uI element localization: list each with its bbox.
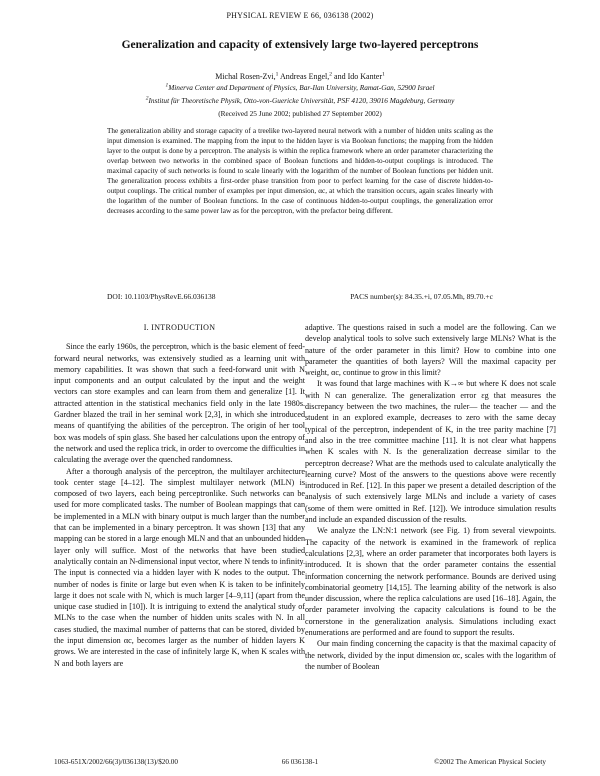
paragraph: Our main finding concerning the capacity is that the maximal capacity of the network, divided by the input dimension αc, scales with the logarithm of the number of Boolean <box>305 639 556 671</box>
received-date: (Received 25 June 2002; published 27 September 2002) <box>218 109 382 118</box>
author-name: Michal Rosen-Zvi, <box>215 72 276 81</box>
affiliation-mark: 1 <box>275 71 279 78</box>
section-heading: I. INTRODUCTION <box>143 323 216 332</box>
paragraph: It was found that large machines with K→∞ but where K does not scale with N can generalize. The generalization error εg that measures the discrepancy between the two machines, the ruler— the teacher — and the student in an explored example, decreases to zero with the same decay typical of the perceptron, independent of K, in the tree parity machine [7] and also in the tree committee machine [11]. It is not clear what happens when K scales with N. Is the generalization decrease similar to the perceptron decrease? What are the methods used to calculate analytically the learning curve? Most of the answers to the questions above were recently introduced in Ref. [12]. In this paper we present a detailed description of the analysis of such extensively large MLNs and include a variety of cases (some of them were omitted in Ref. [12]). We introduce simulation results and include an expanded discussion of the results. <box>305 379 556 525</box>
author-list <box>40 72 560 81</box>
footer-copyright: ©2002 The American Physical Society <box>434 758 546 766</box>
left-column <box>54 322 305 669</box>
affiliation-2 <box>40 96 560 105</box>
footer-page-number: 66 036138-1 <box>281 758 319 766</box>
pacs-numbers: PACS number(s): 84.35.+i, 07.05.Mh, 89.70.+c <box>350 292 493 301</box>
footer-issn: 1063-651X/2002/66(3)/036138(13)/$20.00 <box>54 758 178 766</box>
paragraph: adaptive. The questions raised in such a model are the following. Can we develop analytical tools to solve such extensively large MLNs? What is the nature of the order parameter in this limit? How to combine into one parameter the quantities of both layers? Will the maximal capacity per weight, αc, continue to grow in this limit? <box>305 323 556 378</box>
right-column <box>305 322 556 672</box>
affiliation-text: Institut für Theoretische Physik, Otto-von-Guericke Universität, PSF 4120, 39016 Magdeburg, Germany <box>148 96 455 105</box>
paragraph: Since the early 1960s, the perceptron, which is the basic element of feed-forward neural networks, was extensively studied as a learning unit with memory capabilities. It was shown that such a feed-forward unit with N input components and an output calculated by the input and the weight vectors can store examples and can learn from them and generalize [1]. It attracted attention in the statistical mechanics field only in the late 1980s. Gardner blazed the trail in her seminal work [2,3], in which she introduced means of quantifying the abilities of the perceptron. The origin of her tool box was models of spin glass. She based her calculations upon the entropy of the network and used the replica trick, in order to overcome the difficulties in calculating the average over the quenched randomness. <box>54 342 305 465</box>
affiliation-mark: 1 <box>382 71 385 78</box>
affiliation-number: 2 <box>145 95 149 102</box>
paragraph: We analyze the LN:N:1 network (see Fig. 1) from several viewpoints. The capacity of the network is examined in the framework of replica calculations [2,3], where an order parameter that incorporates both layers is introduced. It is shown that the order parameter contains the essential information concerning the network performance. Bounds are derived using combinatorial geometry [14,15]. The learning ability of the network is also under discussion, where the replica calculations are used [16–18]. Again, the order parameter involving the capacity calculations is found to be the cornerstone in the generalization analysis. Simulations including exact enumerations are performed and are found to support the results. <box>305 526 556 638</box>
journal-header: PHYSICAL REVIEW E 66, 036138 (2002) <box>226 11 374 20</box>
doi-link[interactable]: DOI: 10.1103/PhysRevE.66.036138 <box>107 292 216 301</box>
author-name: and Ido Kanter <box>332 72 383 81</box>
affiliation-1 <box>40 83 560 92</box>
paper-title: Generalization and capacity of extensively large two-layered perceptrons <box>121 39 479 51</box>
abstract: The generalization ability and storage capacity of a treelike two-layered neural network with a number of hidden units scaling as the input dimension is examined. The mapping from the input to the hidden layer is via Boolean functions; the mapping from the hidden layer to the output is done by a perceptron. The analysis is within the replica framework where an order parameter characterizing the overlap between two networks in the combined space of Boolean functions and hidden-to-output couplings is introduced. The maximal capacity of such networks is found to scale linearly with the logarithm of the number of Boolean functions per hidden unit. The generalization process exhibits a first-order phase transition from poor to perfect learning for the case of discrete hidden-to-output couplings. The critical number of examples per input dimension, αc, at which the transition occurs, again scales linearly with the logarithm of the number of Boolean functions. In the case of continuous hidden-to-output couplings, the generalization error decreases according to the same power law as for the perceptron, with the prefactor being different. <box>107 127 493 216</box>
affiliation-text: Minerva Center and Department of Physics, Bar-Ilan University, Ramat-Gan, 52900 Israel <box>168 83 435 92</box>
author-name: Andreas Engel, <box>278 72 330 81</box>
paragraph: After a thorough analysis of the perceptron, the multilayer architecture took center stage [4–12]. The simplest multilayer network (MLN) is composed of two layers, each being perceptronlike. Such networks can be used for more complicated tasks. The number of Boolean mappings that can be implemented in a MLN with binary output is much larger than the number that can be implemented in a binary perceptron. It was shown [13] that any mapping can be stored in a large enough MLN and that an unbounded hidden layer only will suffice. Most of the networks that have been studied analytically contain an N-dimensional input vector, where N tends to infinity. The input is connected via a hidden layer with K nodes to the output. The number of nodes is finite or large but even when K is taken to be infinitely large it does not scale with N, which is much larger [4–9,11] (apart from the unique case studied in [10]). It is intriguing to extend the analytical study of MLNs to the case when the number of hidden units scales with N. In all cases studied, the maximal number of patterns that can be stored, divided by the input dimension αc, becomes larger as the number of hidden layers K grows. We are interested in the case of infinitely large K, when K scales with N and both layers are <box>54 466 305 668</box>
affiliation-mark: 2 <box>329 71 333 78</box>
affiliation-number: 1 <box>165 82 169 89</box>
